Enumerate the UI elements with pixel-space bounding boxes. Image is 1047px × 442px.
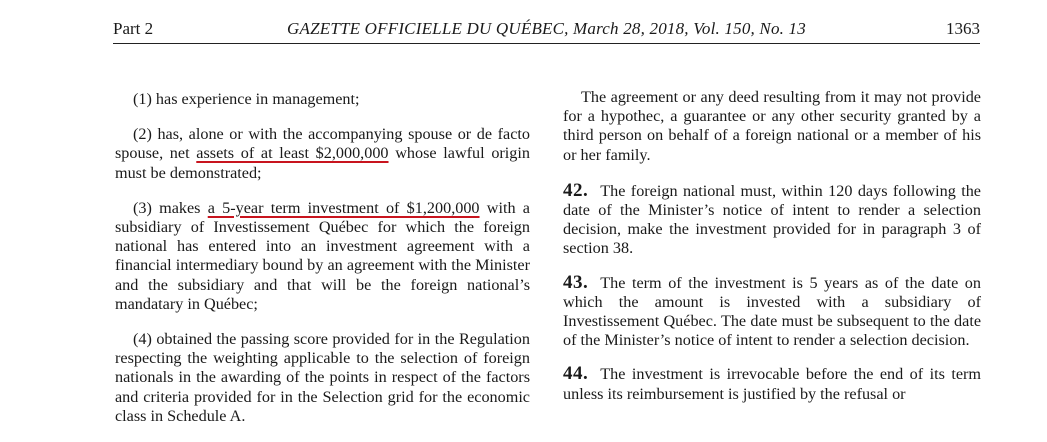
item-3-paragraph [115,199,530,314]
assets-highlight: assets of at least $2,000,000 [196,144,389,163]
page-number: 1363 [946,19,980,38]
section-43-text: The term of the investment is 5 years as of the date on which the amount is invested with a subsidiary of Investissement Québec. The date must be subsequent to the date of the Minister’s notice of intent to render a selection decision. [563,273,981,350]
section-44-text: The investment is irrevocable before the end of its term unless its reimbursement is justified by the refusal or [563,365,981,403]
investment-highlight: a 5-year term investment of $1,200,000 [207,198,480,217]
section-43-number: 43. [563,271,589,293]
item-2-text-after: whose lawful origin must be demonstrated; [115,144,530,182]
item-4-paragraph: (4) obtained the passing score provided for in the Regulation respecting the weighting applicable to the selection of foreign nationals in the awarding of the points in respect of the factors and criteria provided for in the Selection grid for the economic class in Schedule A. [115,330,530,425]
item-2-text-before: (2) has, alone or with the accompanying spouse or de facto spouse, net [115,125,530,163]
item-2-paragraph [115,125,530,183]
section-44-number: 44. [563,363,589,385]
agreement-paragraph: The agreement or any deed resulting from it may not provide for a hypothec, a guarantee or any other security granted by a third person on behalf of a foreign national or a member of his or her family. [563,88,981,164]
right-column [563,88,981,418]
item-3-text-before: (3) makes [133,198,208,217]
item-3-text-after: with a subsidiary of Investissement Québec for which the foreign national has entered into an investment agreement with a financial intermediary bound by an agreement with the Minister and the subsidiary and that will be the foreign national’s mandatary in Québec; [115,198,530,313]
left-column [115,88,530,442]
section-42-paragraph [563,181,981,259]
section-42-number: 42. [563,179,589,201]
section-44-paragraph [563,364,981,403]
section-43-paragraph [563,273,981,351]
page-header [113,17,980,44]
gazette-title: GAZETTE OFFICIELLE DU QUÉBEC, March 28, 2018, Vol. 150, No. 13 [287,19,806,38]
part-label: Part 2 [113,19,154,38]
item-1-paragraph: (1) has experience in management; [133,90,360,108]
section-42-text: The foreign national must, within 120 days following the date of the Minister’s notice of intent to render a selection decision, make the investment provided for in paragraph 3 of section 38. [563,181,981,258]
